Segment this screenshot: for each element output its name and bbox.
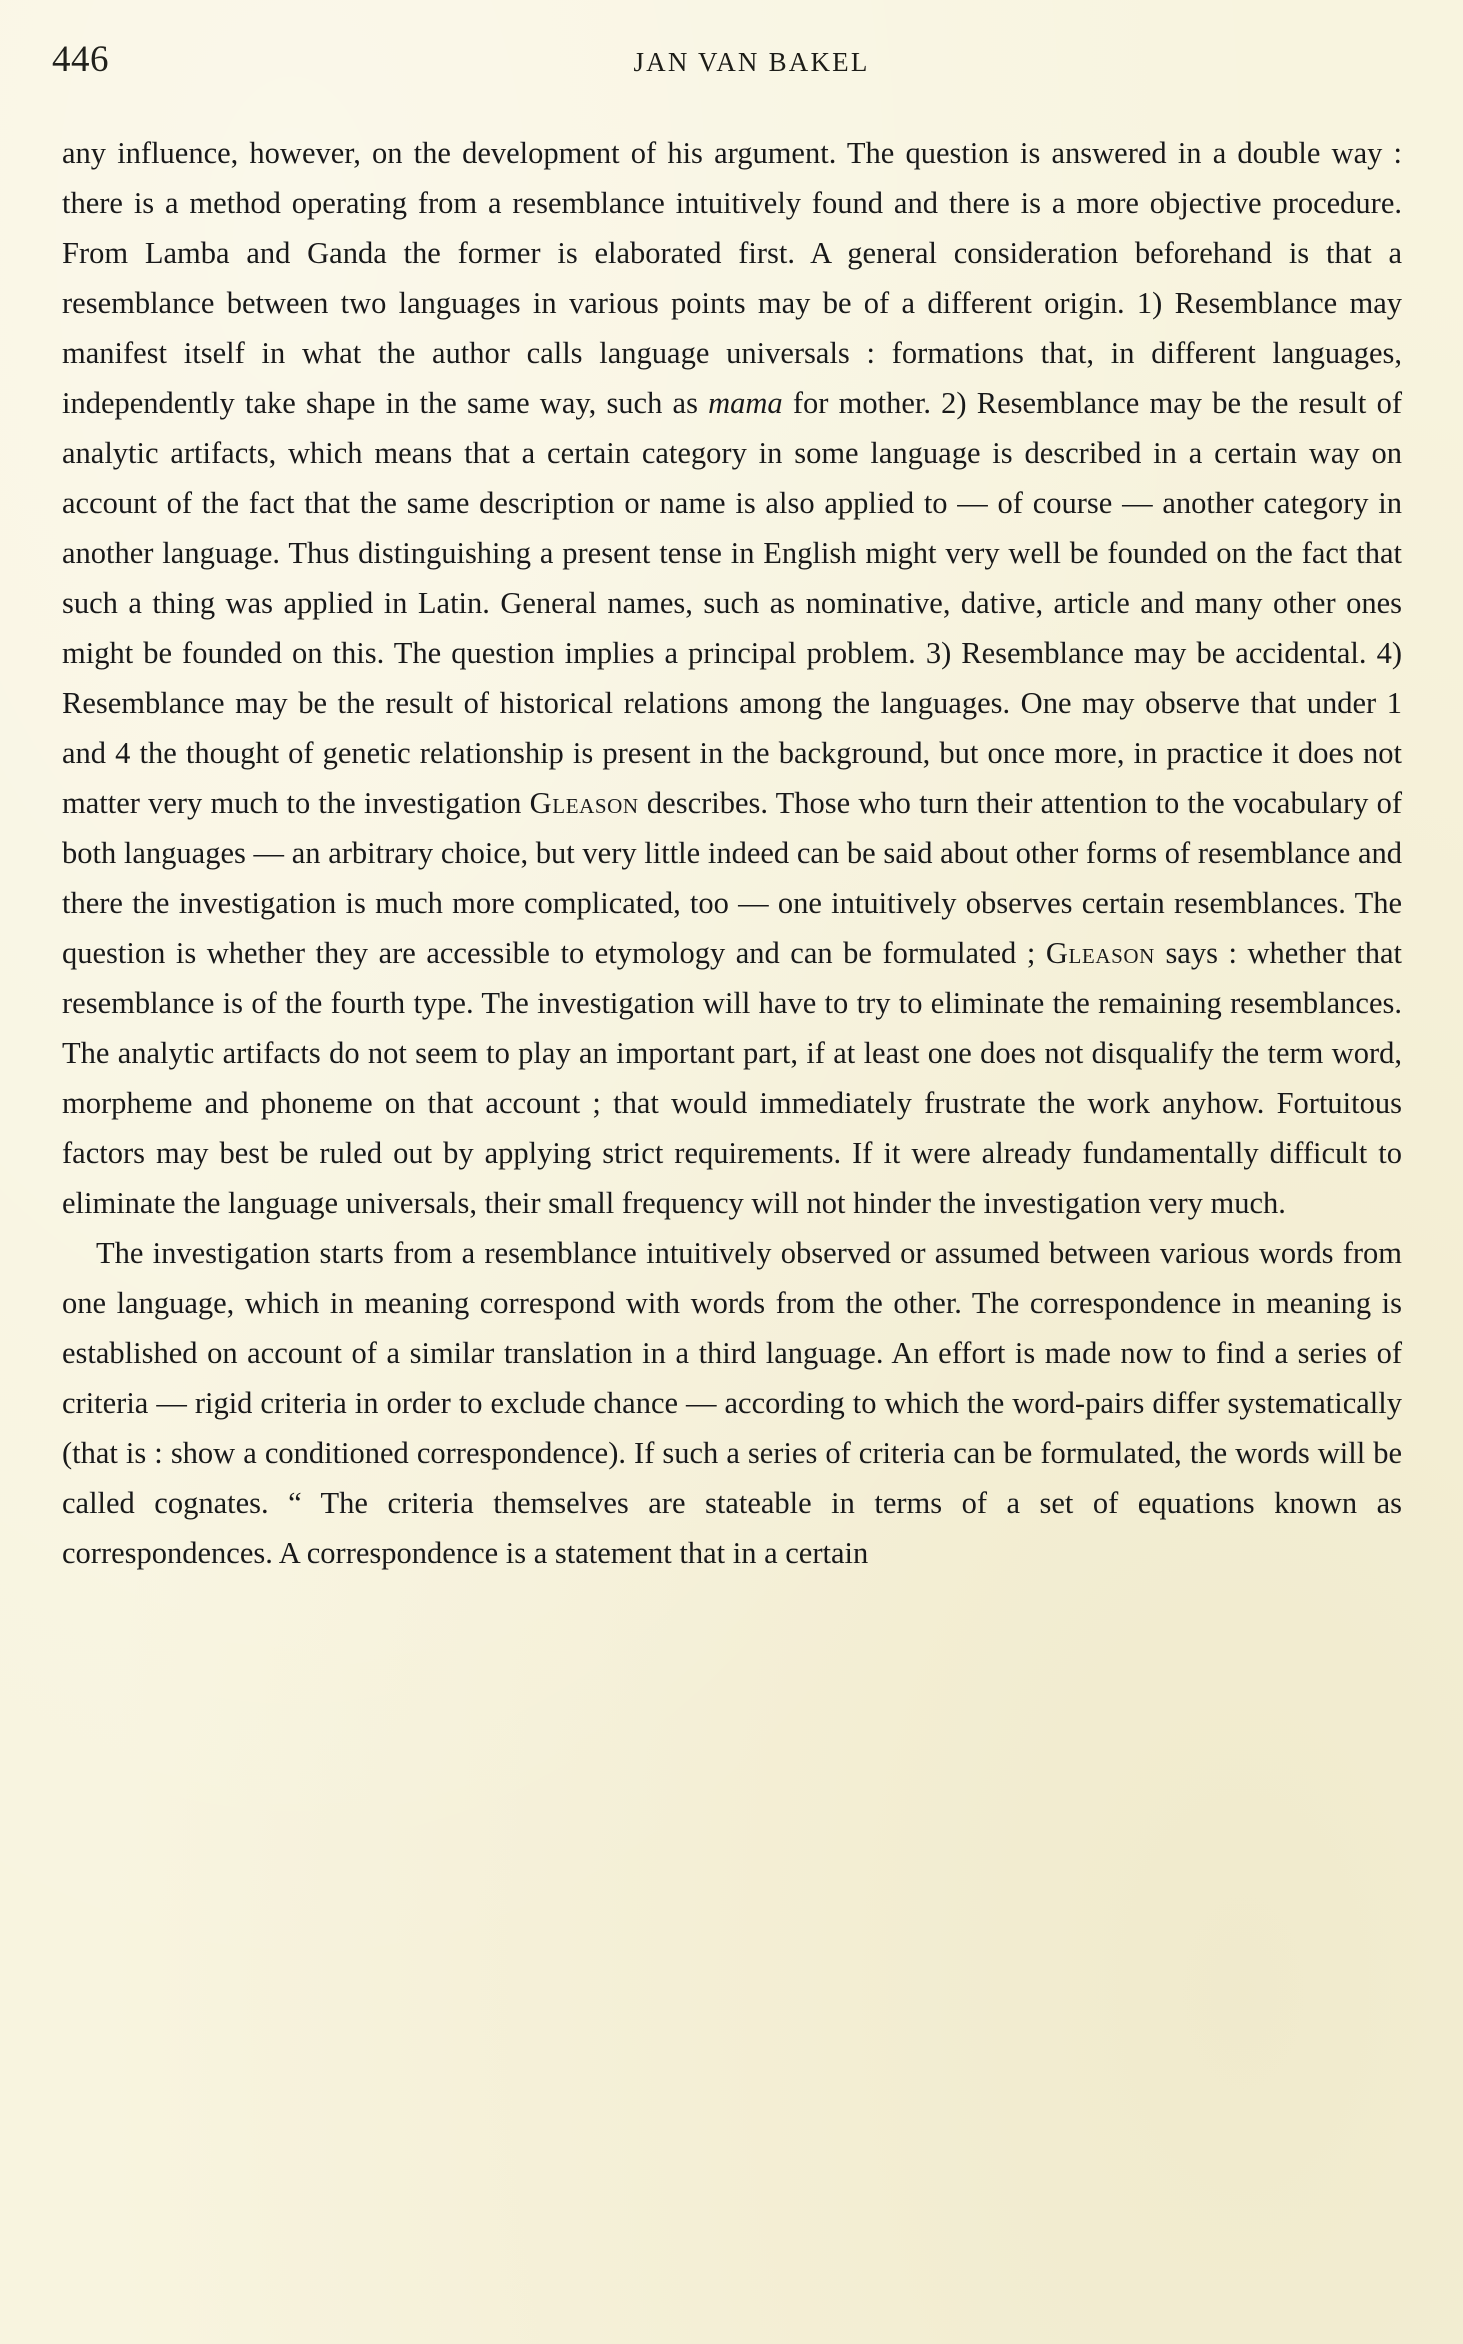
running-title: JAN VAN BAKEL: [633, 47, 870, 77]
paragraph-1-part-a: any influence, however, on the development of his argument. The question is answered in a double way : there is a method operating from a resemblance intuitively found and there is a more objective procedure. From Lamba and Ganda the former is elaborated first. A general consideration beforehand is that a resemblance between two languages in various points may be of a different origin. 1) Resemblance may manifest itself in what the author calls language universals : formations that, in different languages, independently take shape in the same way, such as: [62, 136, 1402, 420]
paragraph-1-part-d: says : whether that resemblance is of the fourth type. The investigation will have to try to eliminate the remaining resemblances. The analytic artifacts do not seem to play an important part, if at least one does not disqualify the term word, morpheme and phoneme on that account ; that would immediately frustrate the work anyhow. Fortuitous factors may best be ruled out by applying strict requirements. If it were already fundamentally difficult to eliminate the language universals, their small frequency will not hinder the investigation very much.: [62, 936, 1403, 1220]
smallcaps-name-gleason-2: Gleason: [1045, 936, 1155, 970]
page-number: 446: [52, 39, 109, 80]
italic-term-mama: mama: [708, 386, 783, 420]
page-body: [62, 128, 1402, 1578]
paragraph-1-part-b: for mother. 2) Resemblance may be the result of analytic artifacts, which means that a certain category in some language is described in a certain way on account of the fact that the same description or name is also applied to — of course — another category in another language. Thus distinguishing a present tense in English might very well be founded on the fact that such a thing was applied in Latin. General names, such as nominative, dative, article and many other ones might be founded on this. The question implies a principal problem. 3) Resemblance may be accidental. 4) Resemblance may be the result of historical relations among the languages. One may observe that under 1 and 4 the thought of genetic relationship is present in the background, but once more, in practice it does not matter very much to the investigation: [62, 386, 1402, 820]
page-header: [52, 38, 1411, 88]
smallcaps-name-gleason-1: Gleason: [529, 786, 639, 820]
paragraph-1: [62, 128, 1402, 1228]
paragraph-2: The investigation starts from a resemblance intuitively observed or assumed between various words from one language, which in meaning correspond with words from the other. The correspondence in meaning is established on account of a similar translation in a third language. An effort is made now to find a series of criteria — rigid criteria in order to exclude chance — according to which the word-pairs differ systematically (that is : show a conditioned correspondence). If such a series of criteria can be formulated, the words will be called cognates. “ The criteria themselves are stateable in terms of a set of equations known as correspondences. A correspondence is a statement that in a certain: [62, 1236, 1402, 1570]
paragraph-1-part-c: describes. Those who turn their attention to the vocabulary of both languages — an arbitrary choice, but very little indeed can be said about other forms of resemblance and there the investigation is much more complicated, too — one intuitively observes certain resemblances. The question is whether they are accessible to etymology and can be formulated ;: [62, 786, 1402, 970]
